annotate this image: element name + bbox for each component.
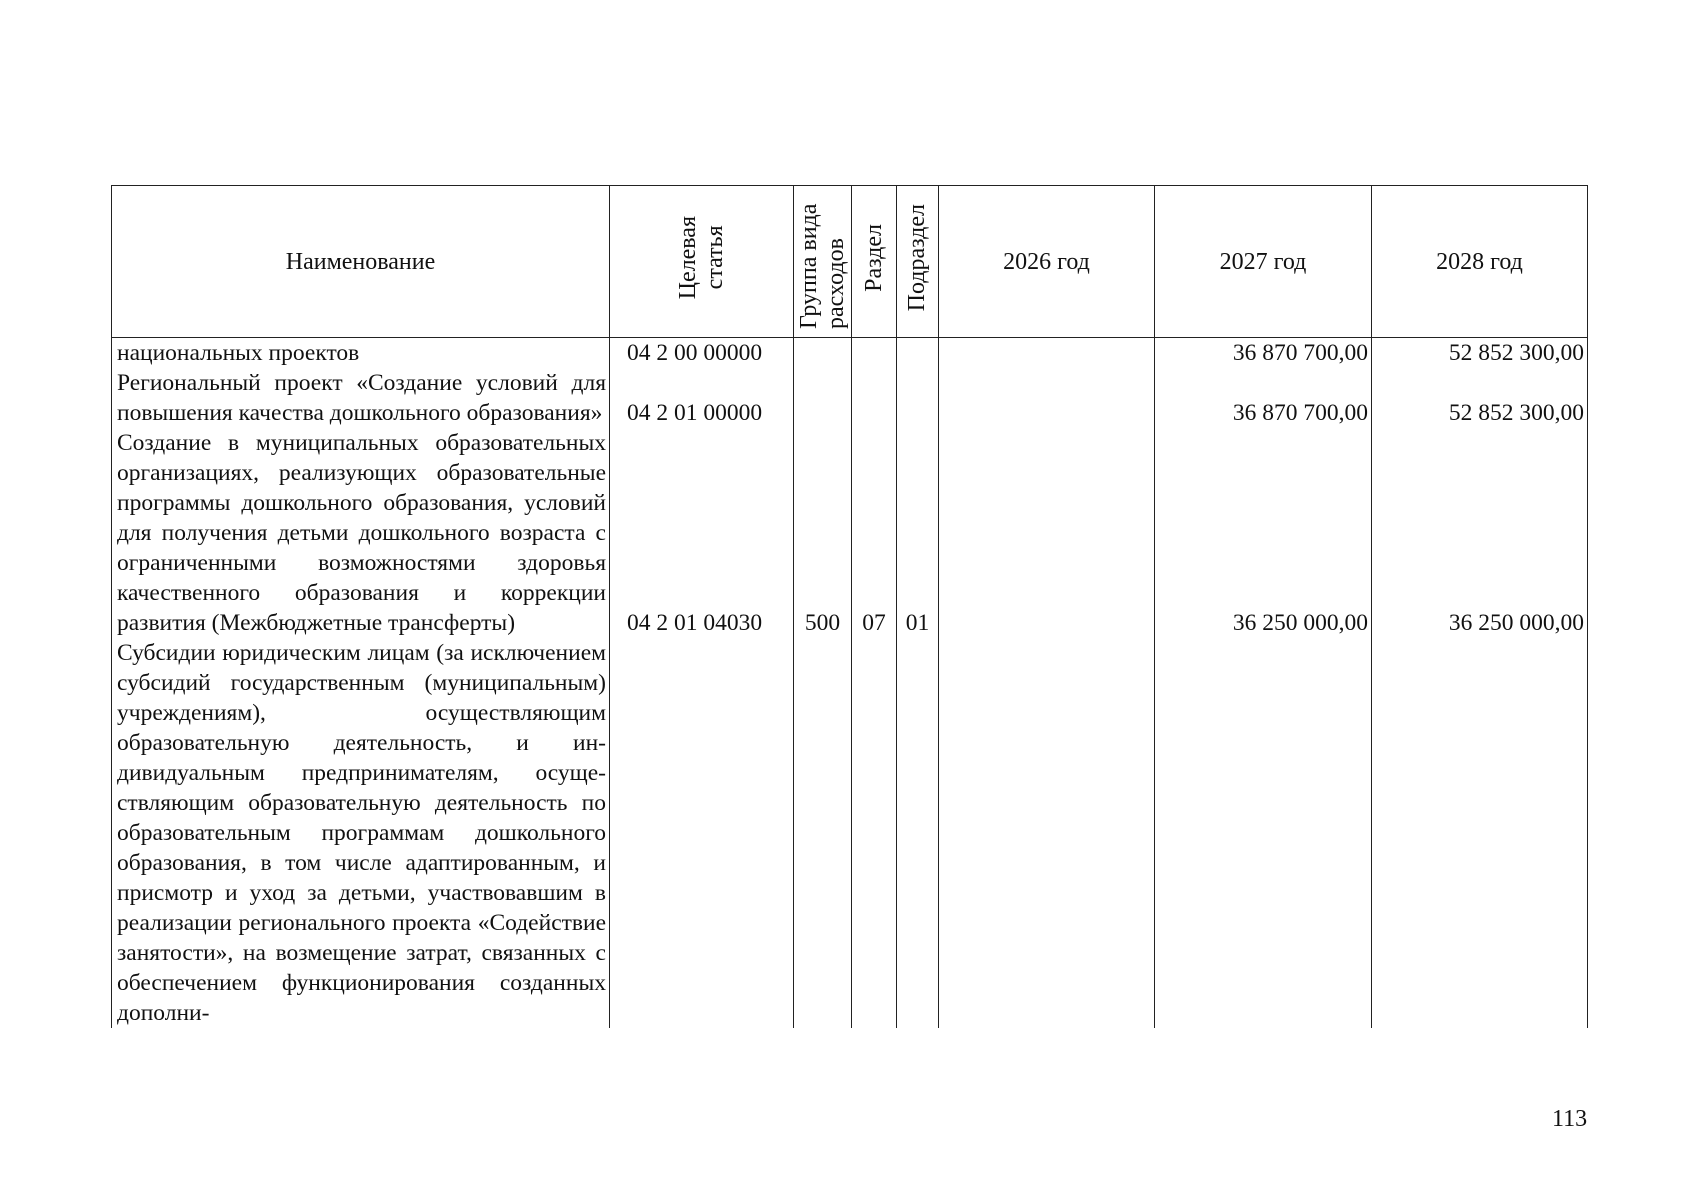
row-2028: 36 250 000,00 — [1372, 428, 1588, 638]
row-2026 — [939, 638, 1155, 1028]
row-subsection — [897, 338, 939, 369]
page-number: 113 — [1552, 1106, 1588, 1132]
row-name: Региональный проект «Создание условий для повышения качества дошкольного образования» — [112, 368, 610, 428]
row-2027: 36 870 700,00 — [1155, 368, 1372, 428]
row-target-code: 04 2 00 00000 — [610, 338, 794, 369]
row-2026 — [939, 428, 1155, 638]
row-subsection: 01 — [897, 428, 939, 638]
row-group: 500 — [794, 428, 852, 638]
row-2027: 36 870 700,00 — [1155, 338, 1372, 369]
header-row — [112, 186, 1588, 338]
row-target-code: 04 2 01 00000 — [610, 368, 794, 428]
row-section — [852, 368, 897, 428]
budget-table — [111, 185, 1588, 1028]
row-name: национальных проектов — [112, 338, 610, 369]
header-group-line2: расходов — [822, 238, 849, 329]
row-subsection — [897, 638, 939, 1028]
row-section — [852, 338, 897, 369]
header-2027: 2027 год — [1155, 186, 1372, 338]
row-target-code: 04 2 01 04030 — [610, 428, 794, 638]
row-section — [852, 638, 897, 1028]
row-2026 — [939, 368, 1155, 428]
header-target-article — [610, 186, 794, 338]
row-2028 — [1372, 638, 1588, 1028]
row-name: Субсидии юридическим лицам (за исключением субсидий государственным (муниципальным) учреждениям), осуществляющим образовательную деятельность, и индивидуальным предпринимателям, осуществляющим образовательную деятельность по образовательным программам дошкольного образования, в том числе адаптированным, и присмотр и уход за детьми, участвовавшим в реализации регионального проекта «Содействие занятости», на возмещение затрат, связанных с обеспечением функционирования созданных дополни- — [112, 638, 610, 1028]
row-2027 — [1155, 638, 1372, 1028]
row-target-code — [610, 638, 794, 1028]
header-section: Раздел — [852, 186, 897, 338]
header-expense-group — [794, 186, 852, 338]
header-2028: 2028 год — [1372, 186, 1588, 338]
table-row — [112, 368, 1588, 428]
table-row — [112, 338, 1588, 369]
row-section: 07 — [852, 428, 897, 638]
header-2026: 2026 год — [939, 186, 1155, 338]
row-2028: 52 852 300,00 — [1372, 338, 1588, 369]
header-target-line2: статья — [701, 225, 728, 290]
header-subsection: Подраздел — [897, 186, 939, 338]
row-2027: 36 250 000,00 — [1155, 428, 1372, 638]
header-target-line1: Целевая — [674, 215, 701, 300]
row-name: Создание в муниципальных образовательных организациях, реализующих образовательные программы дошкольного образования, условий для получения детьми дошкольного возраста с ограниченными возможностями здоровья качественного образования и коррекции развития (Межбюджетные трансферты) — [112, 428, 610, 638]
row-subsection — [897, 368, 939, 428]
row-group — [794, 638, 852, 1028]
row-group — [794, 338, 852, 369]
row-2026 — [939, 338, 1155, 369]
header-group-line1: Группа вида — [795, 203, 822, 329]
row-group — [794, 368, 852, 428]
table-row — [112, 638, 1588, 1028]
row-2028: 52 852 300,00 — [1372, 368, 1588, 428]
header-name: Наименование — [112, 186, 610, 338]
table-row — [112, 428, 1588, 638]
